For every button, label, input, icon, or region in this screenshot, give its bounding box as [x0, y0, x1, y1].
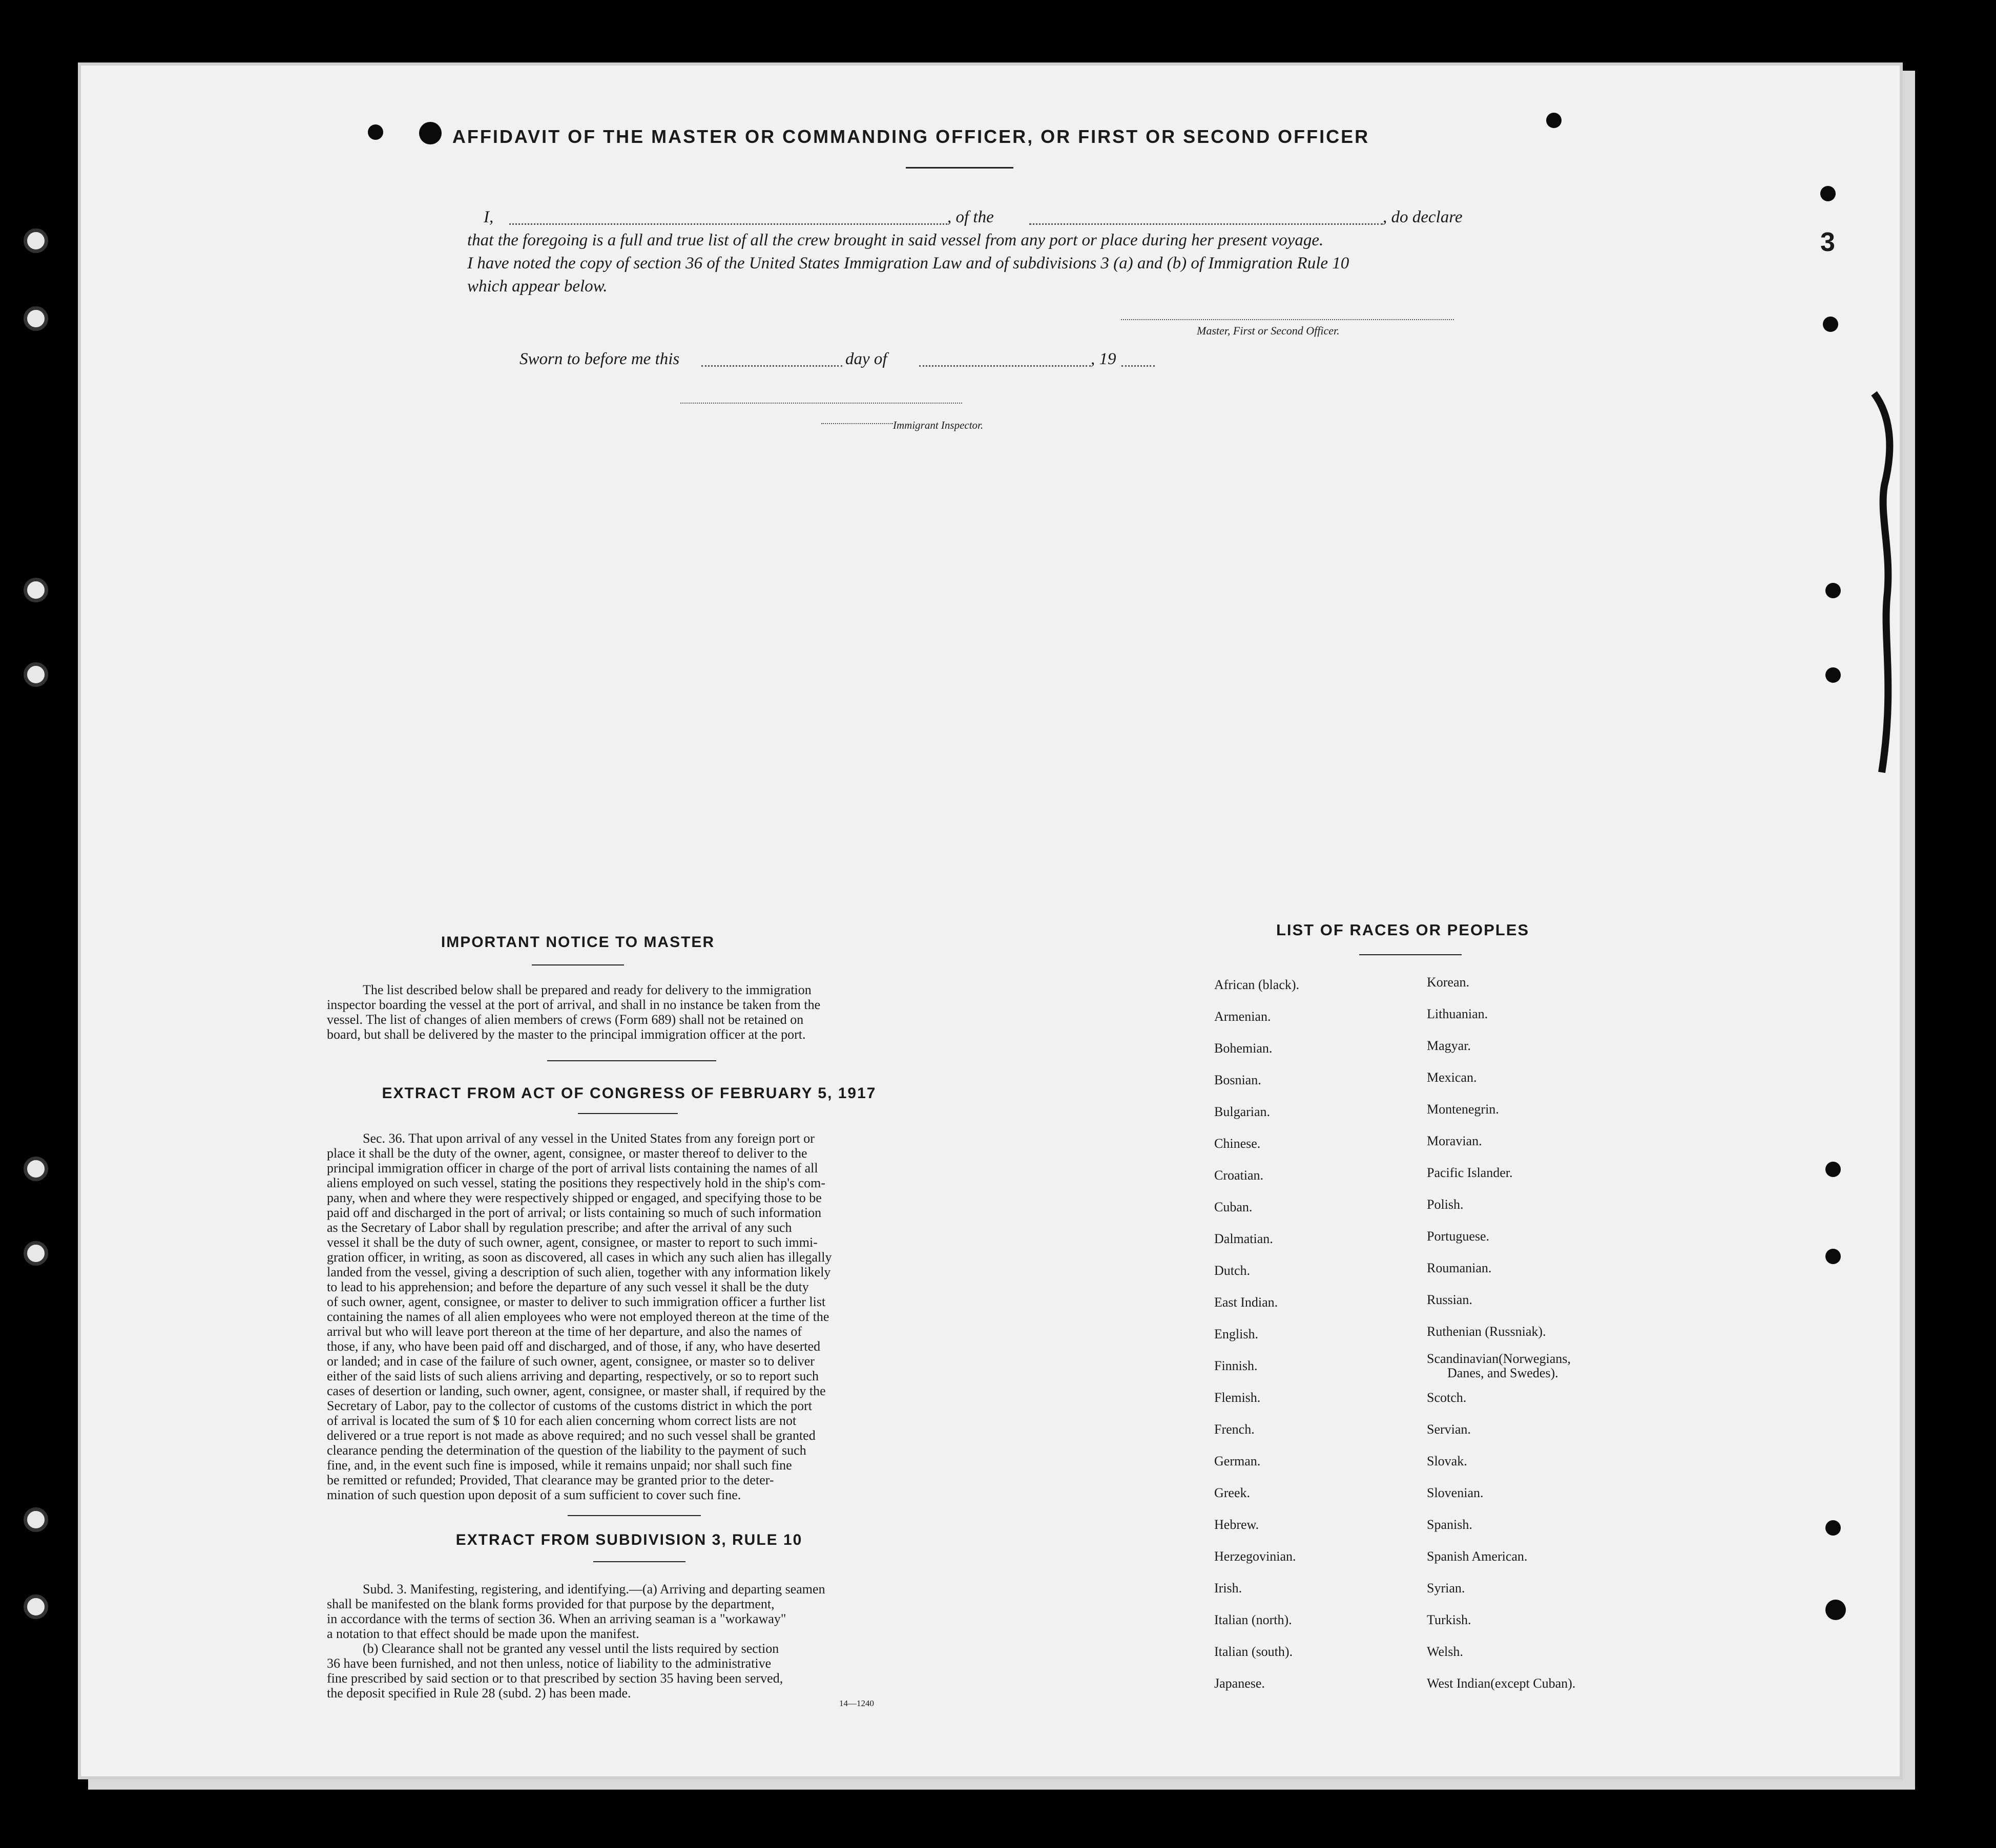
- notice-line: inspector boarding the vessel at the port of arrival, and shall in no instance be taken from the: [327, 997, 821, 1012]
- notice-title: IMPORTANT NOTICE TO MASTER: [441, 934, 715, 951]
- affidavit-line-4: which appear below.: [467, 277, 608, 296]
- act-line: paid off and discharged in the port of arrival; or lists containing so much of such information: [327, 1205, 822, 1220]
- act-line: containing the names of all alien employees who were not employed thereon at the time of the: [327, 1309, 829, 1324]
- sworn-year: , 19: [1091, 350, 1116, 368]
- race-item: Mexican.: [1427, 1070, 1477, 1085]
- race-item: Montenegrin.: [1427, 1102, 1499, 1117]
- punch-hole: [24, 306, 48, 331]
- declaration-i: I,: [484, 208, 494, 226]
- rule-line: 36 have been furnished, and not then unless, notice of liability to the administrative: [327, 1656, 772, 1671]
- section-divider: [568, 1515, 701, 1516]
- notice-line: board, but shall be delivered by the master to the principal immigration officer at the port.: [327, 1027, 806, 1042]
- race-item: Welsh.: [1427, 1644, 1463, 1659]
- race-item: Croatian.: [1214, 1168, 1264, 1183]
- rule-underline: [593, 1561, 685, 1562]
- punch-hole: [1820, 186, 1836, 201]
- race-item: Russian.: [1427, 1292, 1472, 1307]
- act-line: gration officer, in writing, as soon as discovered, all cases in which any such alien has illegally: [327, 1250, 832, 1265]
- race-item: English.: [1214, 1327, 1258, 1341]
- punch-hole: [1825, 1162, 1841, 1177]
- handwritten-mark: [1869, 383, 1900, 793]
- act-line: mination of such question upon deposit of a sum sufficient to cover such fine.: [327, 1487, 741, 1502]
- race-item: Slovak.: [1427, 1454, 1467, 1468]
- race-item: Spanish American.: [1427, 1549, 1528, 1564]
- year-blank[interactable]: [1121, 365, 1155, 367]
- inspector-signature-blank[interactable]: [680, 403, 962, 404]
- race-item: Dutch.: [1214, 1263, 1251, 1278]
- race-item: Portuguese.: [1427, 1229, 1490, 1244]
- race-item: Scandinavian(Norwegians,: [1427, 1351, 1571, 1366]
- race-item: Armenian.: [1214, 1009, 1271, 1024]
- act-line: landed from the vessel, giving a description of such alien, together with any information likely: [327, 1265, 831, 1279]
- act-line: of such owner, agent, consignee, or master to deliver to such immigration officer a further list: [327, 1294, 826, 1309]
- race-item: Polish.: [1427, 1197, 1464, 1212]
- section-divider: [547, 1060, 716, 1061]
- punch-hole: [24, 578, 48, 602]
- race-item: Cuban.: [1214, 1200, 1253, 1214]
- vessel-blank[interactable]: [1029, 223, 1383, 225]
- race-item: Japanese.: [1214, 1676, 1265, 1691]
- document-page: [81, 66, 1900, 1776]
- affidavit-title: AFFIDAVIT OF THE MASTER OR COMMANDING OFFICER, OR FIRST OR SECOND OFFICER: [452, 126, 1370, 147]
- rule-line: shall be manifested on the blank forms provided for that purpose by the department,: [327, 1597, 775, 1611]
- act-line: as the Secretary of Labor shall by regulation prescribe; and after the arrival of any such: [327, 1220, 792, 1235]
- rule-line: Subd. 3. Manifesting, registering, and identifying.—(a) Arriving and departing seamen: [363, 1582, 825, 1597]
- page-number: 3: [1820, 227, 1835, 257]
- signature-blank[interactable]: [1121, 319, 1454, 320]
- rule-line: fine prescribed by said section or to that prescribed by section 35 having been served,: [327, 1671, 783, 1686]
- race-item: Irish.: [1214, 1581, 1242, 1595]
- act-line: clearance pending the determination of the question of the liability to the payment of such: [327, 1443, 806, 1458]
- race-item: Bosnian.: [1214, 1073, 1261, 1087]
- act-line: arrival but who will leave port thereon at the time of her departure, and also the names of: [327, 1324, 802, 1339]
- race-item: Hebrew.: [1214, 1517, 1259, 1532]
- races-underline: [1359, 954, 1462, 955]
- race-item: Magyar.: [1427, 1038, 1471, 1053]
- punch-hole: [24, 1507, 48, 1532]
- race-item: Lithuanian.: [1427, 1006, 1488, 1021]
- sworn-line: [519, 350, 1237, 375]
- notice-line: The list described below shall be prepared and ready for delivery to the immigration: [363, 982, 812, 997]
- act-line: vessel it shall be the duty of such owner, agent, consignee, or master to report to such immi-: [327, 1235, 818, 1250]
- race-item: French.: [1214, 1422, 1255, 1437]
- sworn-day-of: day of: [845, 350, 887, 368]
- month-blank[interactable]: [919, 365, 1091, 367]
- punch-hole: [24, 228, 48, 253]
- act-line: of arrival is located the sum of $ 10 for each alien concerning whom correct lists are not: [327, 1413, 797, 1428]
- rule-line: the deposit specified in Rule 28 (subd. 2) has been made.: [327, 1686, 631, 1700]
- act-underline: [578, 1113, 678, 1114]
- act-line: be remitted or refunded; Provided, That clearance may be granted prior to the deter-: [327, 1473, 774, 1487]
- punch-hole: [1546, 113, 1562, 128]
- notice-body: [327, 982, 926, 1042]
- rule-title: EXTRACT FROM SUBDIVISION 3, RULE 10: [455, 1531, 803, 1548]
- race-item: Bohemian.: [1214, 1041, 1273, 1056]
- inspector-leader: [821, 423, 893, 424]
- race-item: Ruthenian (Russniak).: [1427, 1324, 1546, 1339]
- race-item: Slovenian.: [1427, 1485, 1484, 1500]
- race-item: Chinese.: [1214, 1136, 1261, 1151]
- act-body: [327, 1131, 926, 1502]
- race-item: Greek.: [1214, 1485, 1251, 1500]
- race-item: Scotch.: [1427, 1390, 1467, 1405]
- race-item: Syrian.: [1427, 1581, 1465, 1595]
- affidavit-line-3: I have noted the copy of section 36 of the United States Immigration Law and of subdivisions 3 (a) and (b) of Immigration Rule 10: [467, 254, 1349, 272]
- race-item: Italian (north).: [1214, 1612, 1292, 1627]
- act-line: aliens employed on such vessel, stating the positions they respectively hold in the ship's com-: [327, 1175, 826, 1190]
- punch-hole: [1825, 667, 1841, 683]
- race-item: Herzegovinian.: [1214, 1549, 1296, 1564]
- act-line: those, if any, who have been paid off and discharged, and of those, if any, who have deserted: [327, 1339, 821, 1354]
- rule-line: (b) Clearance shall not be granted any vessel until the lists required by section: [363, 1641, 779, 1656]
- act-line: delivered or a true report is not made as above required; and no such vessel shall be granted: [327, 1428, 816, 1443]
- signature-caption: Master, First or Second Officer.: [1197, 324, 1340, 337]
- race-item: Roumanian.: [1427, 1261, 1492, 1275]
- race-item: Dalmatian.: [1214, 1231, 1273, 1246]
- race-item: Korean.: [1427, 975, 1470, 990]
- act-line: fine, and, in the event such fine is imposed, while it remains unpaid; nor shall such fine: [327, 1458, 792, 1473]
- race-item-continuation: Danes, and Swedes).: [1447, 1366, 1558, 1380]
- race-item: Spanish.: [1427, 1517, 1472, 1532]
- punch-hole: [24, 1594, 48, 1619]
- declaration-of-the: , of the: [947, 208, 994, 226]
- act-line: or landed; and in case of the failure of such owner, agent, consignee, or master so to deliver: [327, 1354, 815, 1369]
- races-title: LIST OF RACES OR PEOPLES: [1276, 921, 1530, 939]
- punch-hole: [24, 662, 48, 687]
- punch-hole: [1825, 1520, 1841, 1536]
- punch-hole: [24, 1157, 48, 1181]
- race-item: Pacific Islander.: [1427, 1165, 1513, 1180]
- act-line: cases of desertion or landing, such owner, agent, consignee, or master shall, if required by the: [327, 1383, 826, 1398]
- act-line: place it shall be the duty of the owner, agent, consignee, or master thereof to deliver to the: [327, 1146, 807, 1161]
- sworn-prefix: Sworn to before me this: [519, 350, 680, 368]
- race-item: Italian (south).: [1214, 1644, 1293, 1659]
- punch-hole: [1825, 583, 1841, 598]
- name-blank[interactable]: [509, 223, 947, 225]
- act-line: to lead to his apprehension; and before the departure of any such vessel it shall be the duty: [327, 1279, 809, 1294]
- race-item: Finnish.: [1214, 1358, 1258, 1373]
- race-item: Turkish.: [1427, 1612, 1471, 1627]
- act-line: pany, when and where they were respectively shipped or engaged, and specifying those to be: [327, 1190, 822, 1205]
- act-line: Sec. 36. That upon arrival of any vessel in the United States from any foreign port or: [363, 1131, 815, 1146]
- act-line: principal immigration officer in charge of the port of arrival lists containing the names of all: [327, 1161, 818, 1175]
- rule-line: in accordance with the terms of section 36. When an arriving seaman is a "workaway": [327, 1611, 786, 1626]
- day-blank[interactable]: [701, 365, 842, 367]
- punch-hole: [1823, 317, 1838, 332]
- affidavit-line-2: that the foregoing is a full and true list of all the crew brought in said vessel from any port or place during her present voyage.: [467, 231, 1324, 249]
- punch-hole: [1825, 1600, 1846, 1620]
- race-item: African (black).: [1214, 977, 1300, 992]
- punch-hole: [1825, 1249, 1841, 1264]
- race-item: Servian.: [1427, 1422, 1471, 1437]
- title-underline: [906, 167, 1013, 169]
- form-number: 14—1240: [839, 1698, 874, 1708]
- race-item: West Indian(except Cuban).: [1427, 1676, 1576, 1691]
- race-item: Moravian.: [1427, 1133, 1482, 1148]
- act-line: either of the said lists of such aliens arriving and departing, respectively, or so to report such: [327, 1369, 819, 1383]
- act-line: Secretary of Labor, pay to the collector of customs of the customs district in which the port: [327, 1398, 812, 1413]
- declaration-do-declare: , do declare: [1383, 208, 1463, 226]
- punch-hole: [24, 1241, 48, 1266]
- rule-line: a notation to that effect should be made upon the manifest.: [327, 1626, 639, 1641]
- race-item: German.: [1214, 1454, 1261, 1468]
- act-title: EXTRACT FROM ACT OF CONGRESS OF FEBRUARY 5, 1917: [382, 1085, 877, 1102]
- notice-line: vessel. The list of changes of alien members of crews (Form 689) shall not be retained on: [327, 1012, 804, 1027]
- notice-underline: [532, 964, 624, 965]
- race-item: East Indian.: [1214, 1295, 1278, 1310]
- race-item: Bulgarian.: [1214, 1104, 1271, 1119]
- rule-body: [327, 1582, 926, 1700]
- inspector-caption: Immigrant Inspector.: [893, 419, 984, 431]
- race-item: Flemish.: [1214, 1390, 1261, 1405]
